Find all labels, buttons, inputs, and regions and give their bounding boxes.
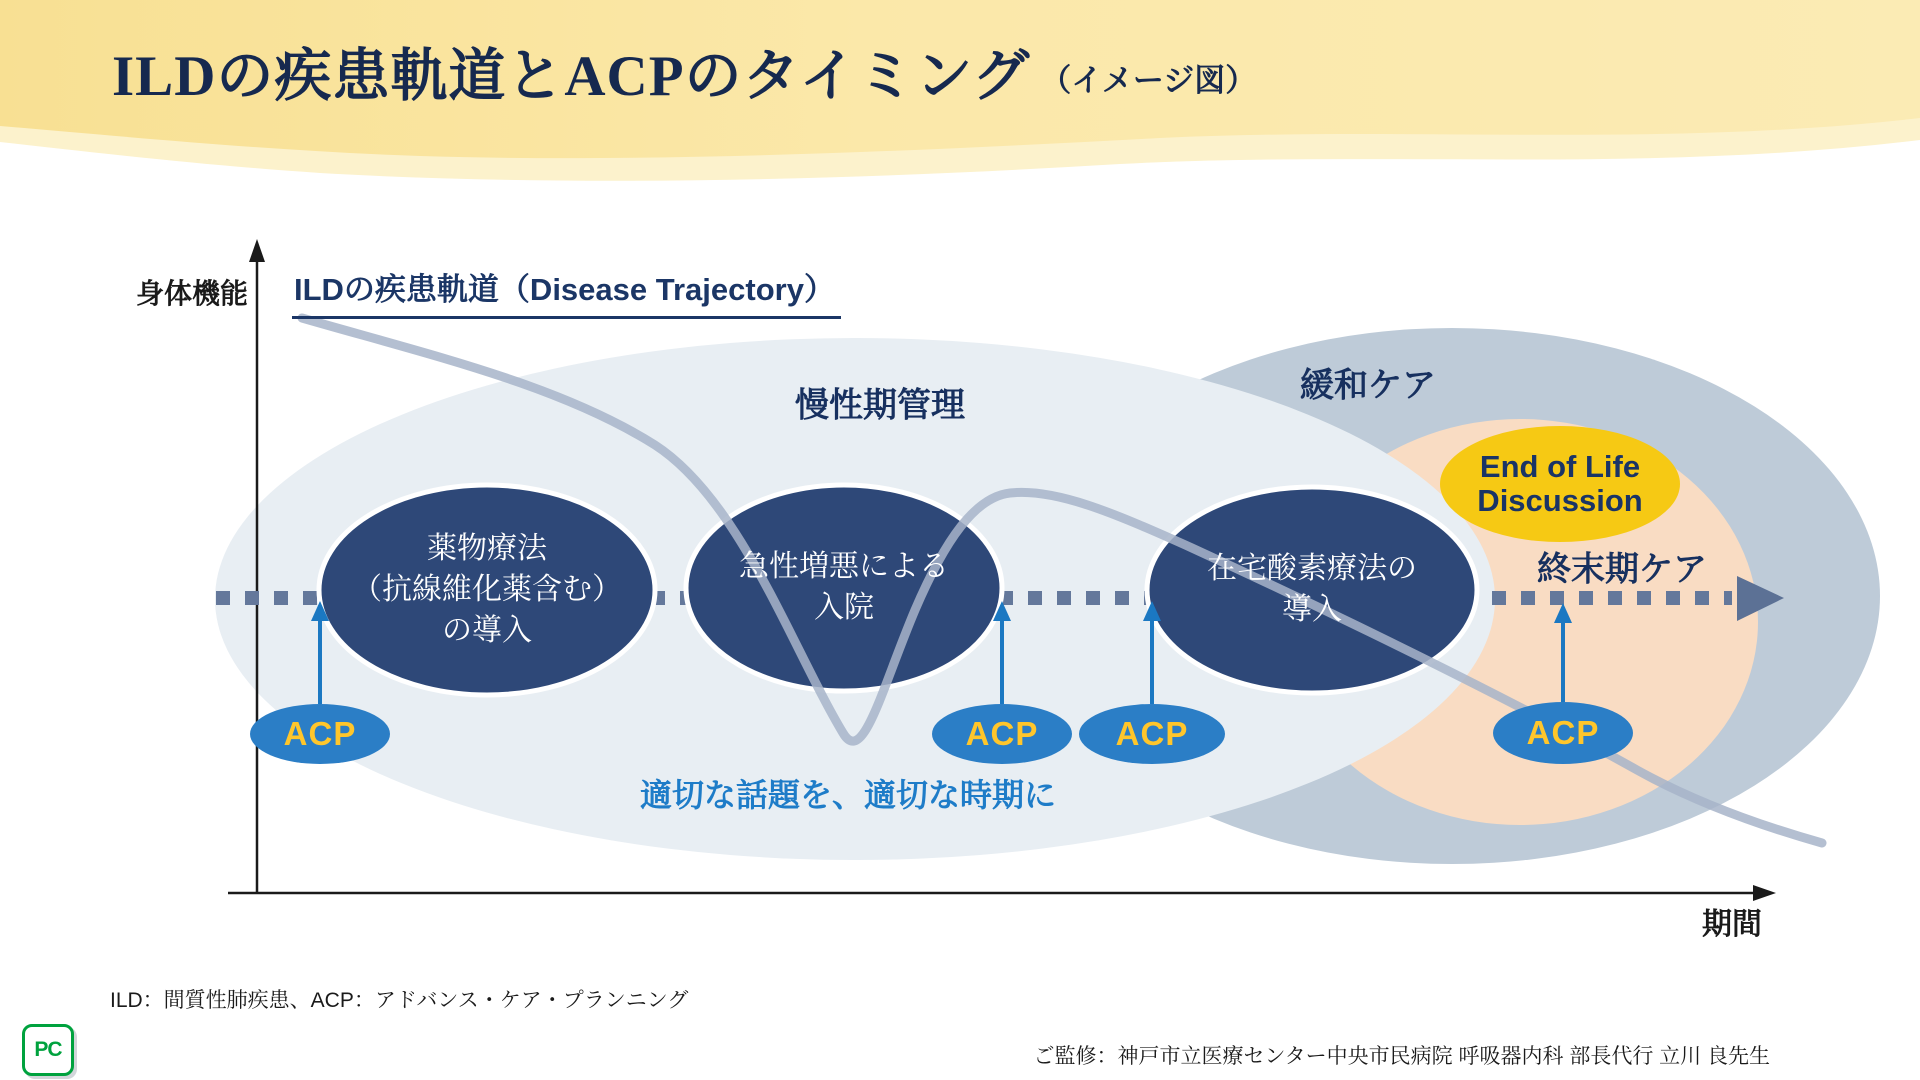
supervision-credit: ご監修：神戸市立医療センター中央市民病院 呼吸器内科 部長代行 立川 良先生 [1033, 1045, 1770, 1068]
acp-label-4: ACP [1526, 714, 1600, 751]
event-hospitalization-label: 急性増悪による 入院 [739, 550, 949, 624]
pc-logo: PC [22, 1024, 74, 1076]
y-axis-label: 身体機能 [135, 278, 248, 309]
timing-message: 適切な話題を、適切な時期に [639, 777, 1057, 813]
region-label-palliative: 緩和ケア [1300, 366, 1436, 405]
event-drug-therapy-label: 薬物療法 （抗線維化薬含む） の導入 [352, 531, 622, 647]
x-axis-label: 期間 [1702, 908, 1762, 941]
diagram-heading: ILDの疾患軌道（Disease Trajectory） [292, 264, 841, 319]
y-axis-arrowhead-icon [249, 239, 265, 262]
region-label-chronic: 慢性期管理 [795, 386, 965, 425]
title-text: ILDの疾患軌道とACPのタイミング [112, 45, 1031, 108]
region-label-terminal: 終末期ケア [1537, 550, 1707, 589]
event-oxygen-therapy-label: 在宅酸素療法の 導入 [1207, 552, 1417, 626]
acp-label-3: ACP [1115, 715, 1189, 752]
acp-label-1: ACP [283, 715, 357, 752]
title-note-text: （イメージ図） [1040, 63, 1257, 98]
eol-discussion-label: End of Life Discussion [1477, 448, 1643, 518]
acp-label-2: ACP [965, 715, 1039, 752]
abbreviation-note: ILD：間質性肺疾患、ACP：アドバンス・ケア・プランニング [110, 989, 689, 1012]
